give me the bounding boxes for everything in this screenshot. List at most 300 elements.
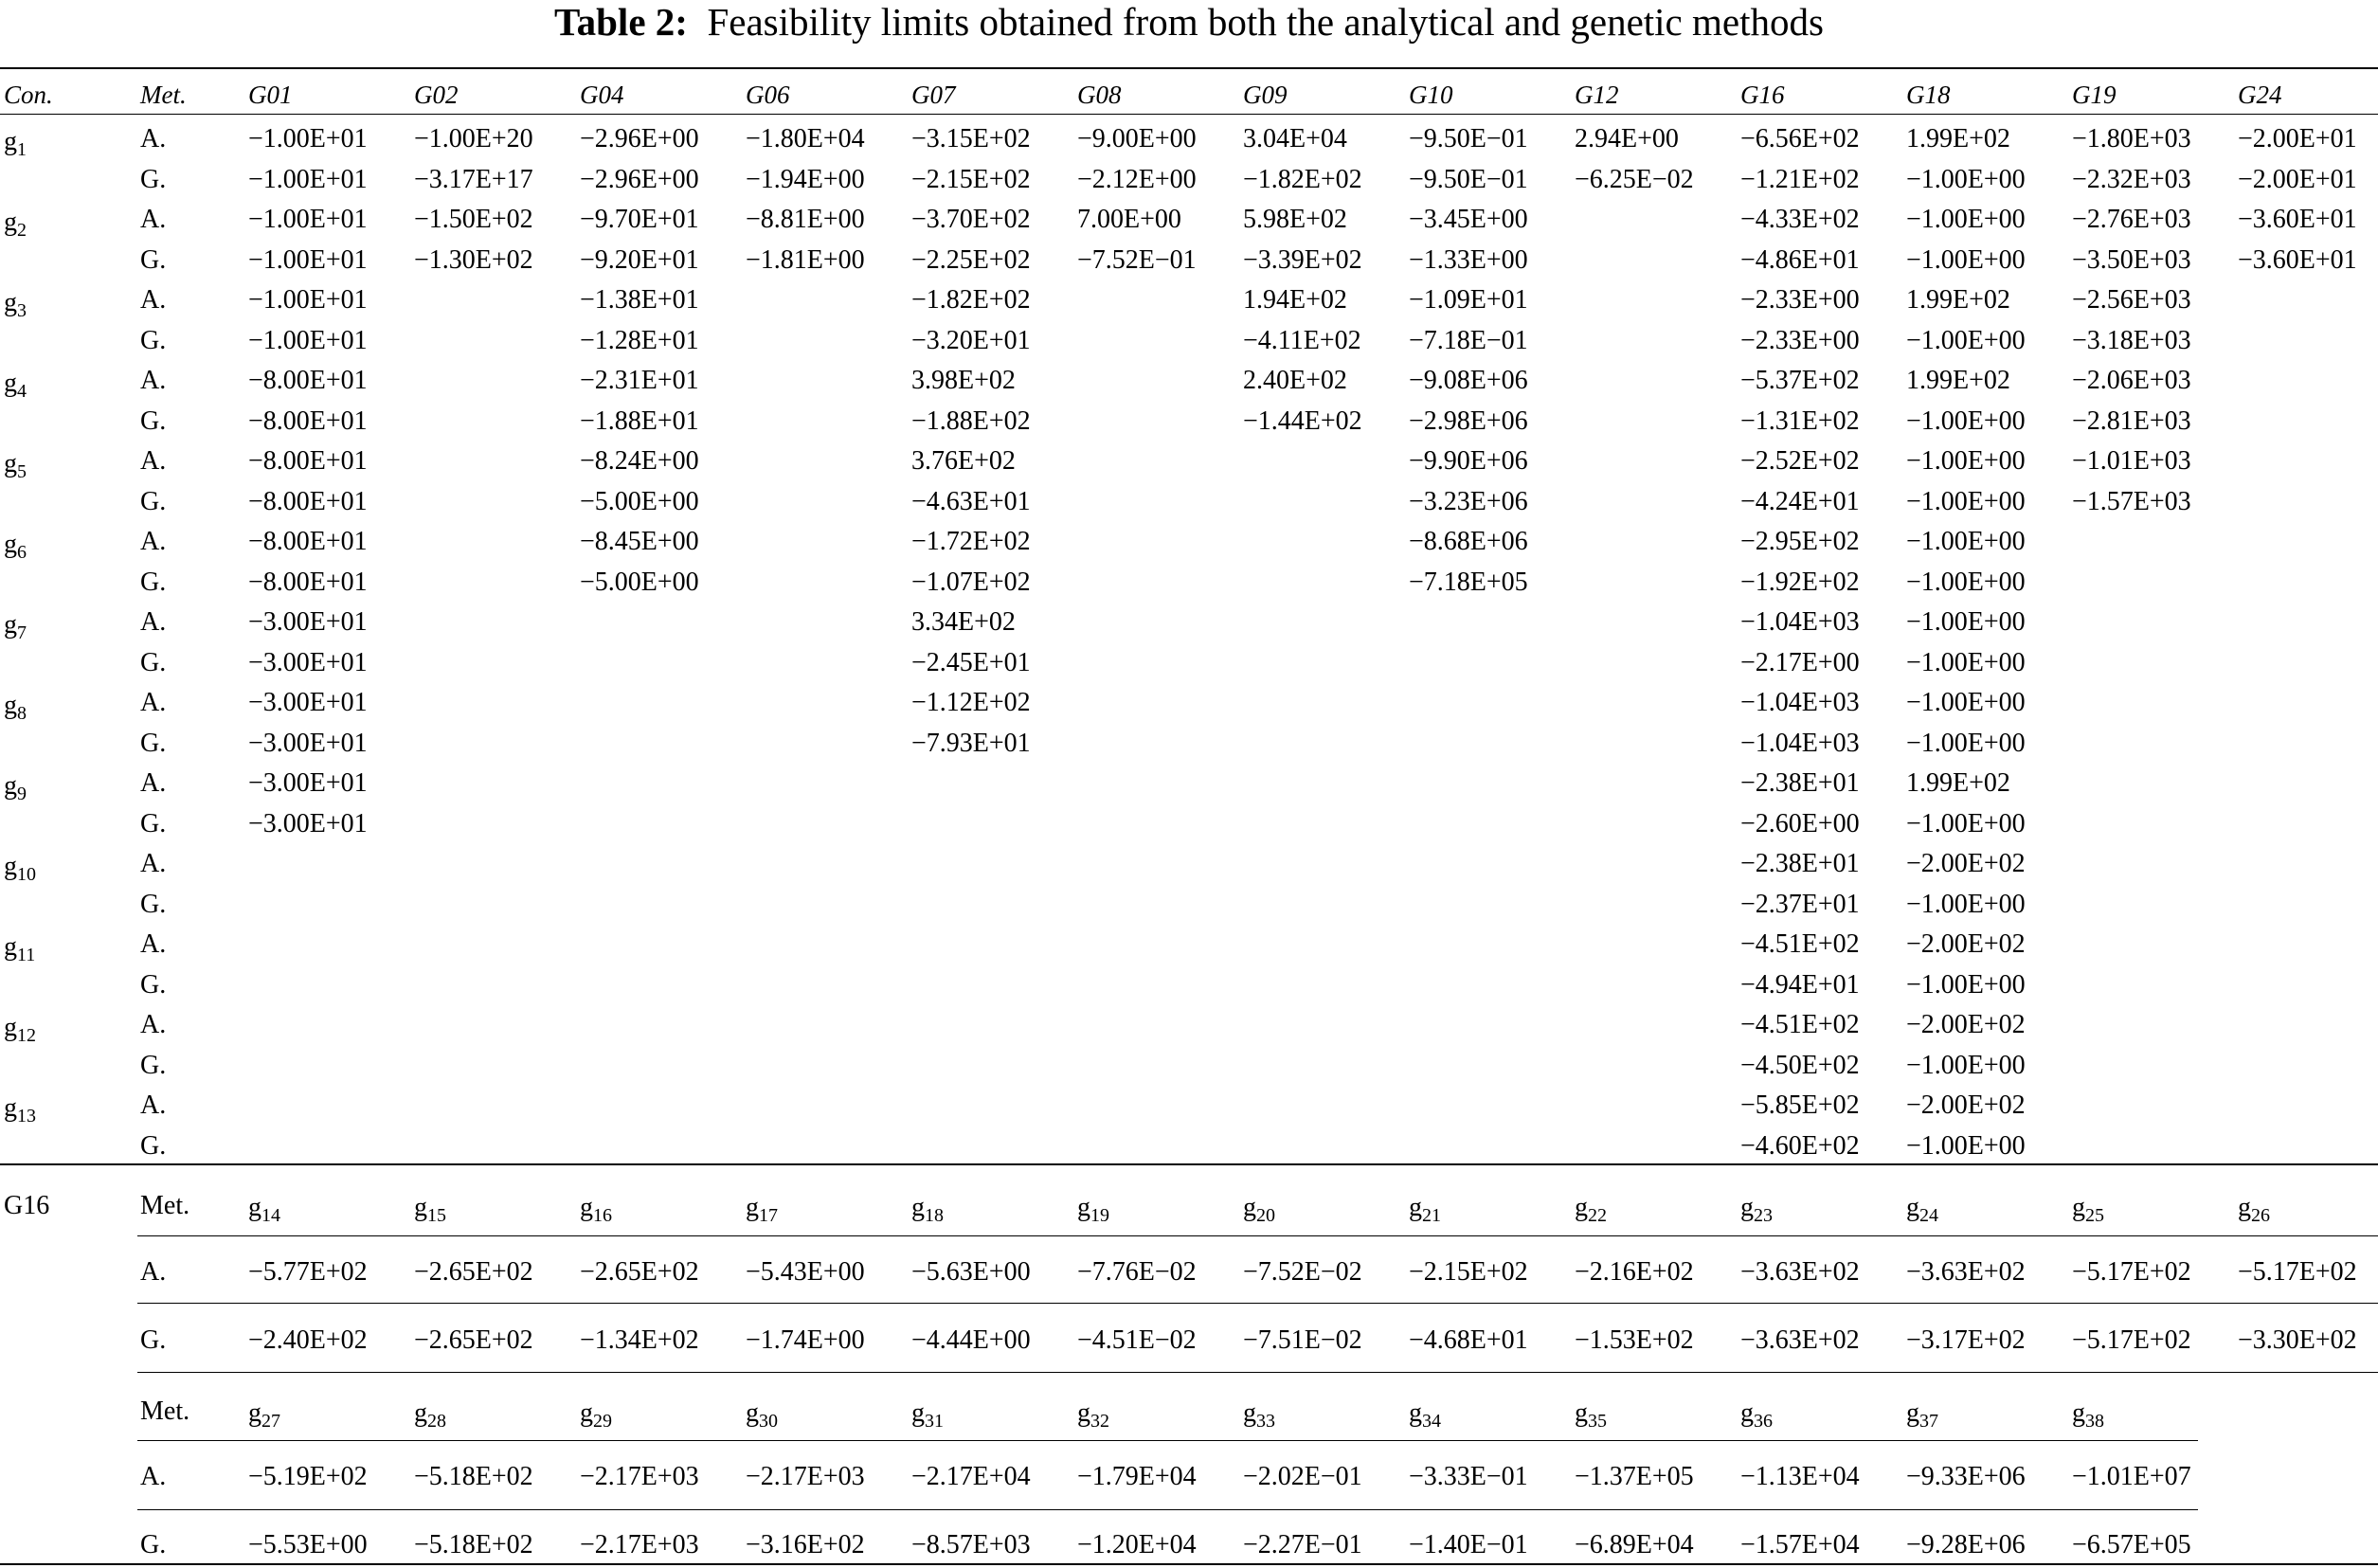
label-base: g — [1575, 1193, 1588, 1222]
constraint-subscript: 10 — [17, 864, 36, 885]
value-cell: −1.33E+00 — [1409, 244, 1528, 275]
value-cell: −1.01E+03 — [2072, 446, 2191, 476]
value-cell: −2.96E+00 — [580, 164, 699, 194]
value-cell: −2.33E+00 — [1740, 285, 1860, 315]
value-cell: −3.00E+01 — [248, 728, 368, 758]
value-cell: −6.57E+05 — [2072, 1530, 2191, 1559]
column-header-g19: G19 — [2072, 81, 2117, 109]
constraint-base: g — [4, 288, 17, 317]
constraint-label — [4, 525, 27, 572]
value-cell: −1.92E+02 — [1740, 567, 1860, 597]
value-cell: −4.68E+01 — [1409, 1325, 1528, 1355]
value-cell: −2.45E+01 — [911, 647, 1031, 677]
value-cell: −2.17E+03 — [580, 1530, 699, 1559]
value-cell: −1.57E+04 — [1740, 1530, 1860, 1559]
label-subscript: 18 — [925, 1205, 944, 1226]
constraint-label — [4, 444, 27, 492]
label-base: g — [911, 1398, 925, 1428]
constraint-subscript: 3 — [17, 300, 27, 321]
value-cell: −1.13E+04 — [1740, 1462, 1860, 1491]
value-cell: −1.53E+02 — [1575, 1325, 1694, 1355]
value-cell: −1.00E+00 — [1906, 688, 2026, 717]
value-cell: −1.00E+00 — [1906, 446, 2026, 476]
label-subscript: 32 — [1090, 1411, 1109, 1432]
value-cell: −1.81E+00 — [746, 244, 865, 275]
column-header-g09: G09 — [1243, 81, 1288, 109]
value-cell: −1.34E+02 — [580, 1325, 699, 1355]
label-base: g — [1243, 1193, 1256, 1222]
constraint-label — [4, 203, 27, 250]
value-cell: 1.99E+02 — [1906, 366, 2010, 395]
value-cell: −3.15E+02 — [911, 124, 1031, 153]
value-cell: −7.18E+05 — [1409, 567, 1528, 597]
value-cell: −1.82E+02 — [911, 285, 1031, 315]
constraint-header — [1740, 1188, 1773, 1235]
value-cell: −8.45E+00 — [580, 527, 699, 556]
value-cell: −5.00E+00 — [580, 486, 699, 516]
constraint-header — [248, 1188, 280, 1235]
column-header-g02: G02 — [414, 81, 459, 109]
method-label: G. — [140, 808, 167, 838]
value-cell: −6.89E+04 — [1575, 1530, 1694, 1559]
header-rule — [0, 114, 2378, 115]
method-label: A. — [140, 849, 167, 878]
method-label: A. — [140, 929, 167, 959]
value-cell: −2.60E+00 — [1740, 808, 1860, 838]
value-cell: 2.94E+00 — [1575, 124, 1679, 153]
method-label: A. — [140, 688, 167, 717]
value-cell: −2.15E+02 — [911, 164, 1031, 194]
value-cell: −4.94E+01 — [1740, 969, 1860, 1000]
value-cell: −2.76E+03 — [2072, 205, 2191, 234]
value-cell: −2.98E+06 — [1409, 406, 1528, 436]
value-cell: −8.68E+06 — [1409, 527, 1528, 556]
constraint-header — [1243, 1394, 1275, 1441]
value-cell: −1.37E+05 — [1575, 1462, 1694, 1491]
value-cell: −4.51E+02 — [1740, 929, 1860, 959]
value-cell: −2.17E+03 — [746, 1462, 865, 1491]
value-cell: −3.60E+01 — [2238, 205, 2357, 234]
method-label: G. — [140, 406, 167, 436]
method-label: A. — [140, 446, 167, 476]
label-base: g — [580, 1398, 593, 1428]
value-cell: −5.18E+02 — [414, 1530, 533, 1559]
constraint-base: g — [4, 1093, 17, 1123]
value-cell: −2.12E+00 — [1077, 164, 1197, 194]
label-subscript: 29 — [593, 1411, 612, 1432]
value-cell: −2.31E+01 — [580, 366, 699, 395]
value-cell: −3.17E+17 — [414, 164, 533, 194]
column-header-g06: G06 — [746, 81, 790, 109]
value-cell: −8.00E+01 — [248, 366, 368, 395]
value-cell: −5.17E+02 — [2072, 1257, 2191, 1287]
value-cell: −2.38E+01 — [1740, 768, 1860, 798]
value-cell: −2.00E+01 — [2238, 164, 2357, 194]
label-subscript: 37 — [1919, 1411, 1938, 1432]
value-cell: −3.00E+01 — [248, 607, 368, 637]
constraint-subscript: 9 — [17, 784, 27, 804]
value-cell: −2.06E+03 — [2072, 366, 2191, 395]
value-cell: −2.96E+00 — [580, 124, 699, 153]
constraint-subscript: 13 — [17, 1106, 36, 1126]
value-cell: −2.32E+03 — [2072, 164, 2191, 194]
value-cell: −2.17E+00 — [1740, 647, 1860, 677]
value-cell: −1.00E+00 — [1906, 567, 2026, 597]
value-cell: −4.11E+02 — [1243, 325, 1361, 355]
constraint-header — [1906, 1188, 1938, 1235]
constraint-header — [580, 1394, 612, 1441]
column-header-g01: G01 — [248, 81, 293, 109]
value-cell: −1.09E+01 — [1409, 285, 1528, 315]
constraint-header — [1409, 1188, 1441, 1235]
label-base: g — [1409, 1398, 1422, 1428]
value-cell: 7.00E+00 — [1077, 205, 1181, 234]
constraint-header — [580, 1188, 612, 1235]
value-cell: −2.37E+01 — [1740, 889, 1860, 919]
constraint-label — [4, 122, 27, 170]
value-cell: −5.17E+02 — [2072, 1325, 2191, 1355]
value-cell: −9.08E+06 — [1409, 366, 1528, 395]
value-cell: −2.27E−01 — [1243, 1530, 1362, 1559]
label-base: g — [1077, 1398, 1090, 1428]
column-header-g04: G04 — [580, 81, 624, 109]
value-cell: −9.70E+01 — [580, 205, 699, 234]
value-cell: −1.00E+00 — [1906, 647, 2026, 677]
value-cell: −2.00E+02 — [1906, 929, 2026, 959]
value-cell: −2.40E+02 — [248, 1325, 368, 1355]
value-cell: 1.99E+02 — [1906, 285, 2010, 315]
met-header: Met. — [140, 81, 187, 109]
block1-row-rule — [137, 1303, 2378, 1304]
label-subscript: 36 — [1754, 1411, 1773, 1432]
label-subscript: 15 — [427, 1205, 446, 1226]
value-cell: −8.00E+01 — [248, 527, 368, 556]
value-cell: −1.80E+03 — [2072, 124, 2191, 153]
value-cell: −1.04E+03 — [1740, 688, 1860, 717]
value-cell: 5.98E+02 — [1243, 205, 1347, 234]
value-cell: −4.50E+02 — [1740, 1050, 1860, 1080]
constraint-header — [1243, 1188, 1275, 1235]
value-cell: 1.94E+02 — [1243, 285, 1347, 315]
value-cell: −1.74E+00 — [746, 1325, 865, 1355]
method-label: G. — [140, 244, 167, 275]
constraint-header — [1575, 1188, 1607, 1235]
value-cell: −8.81E+00 — [746, 205, 865, 234]
label-base: g — [2072, 1193, 2085, 1222]
value-cell: −1.00E+00 — [1906, 527, 2026, 556]
constraint-base: g — [4, 610, 17, 640]
value-cell: −7.51E−02 — [1243, 1325, 1362, 1355]
column-header-g07: G07 — [911, 81, 956, 109]
column-header-g24: G24 — [2238, 81, 2282, 109]
column-header-g12: G12 — [1575, 81, 1619, 109]
value-cell: −4.51E−02 — [1077, 1325, 1197, 1355]
constraint-base: g — [4, 771, 17, 801]
constraint-header — [911, 1394, 944, 1441]
value-cell: −8.00E+01 — [248, 446, 368, 476]
constraint-base: g — [4, 207, 17, 237]
value-cell: −3.18E+03 — [2072, 325, 2191, 355]
value-cell: −3.39E+02 — [1243, 244, 1362, 275]
constraint-subscript: 2 — [17, 220, 27, 241]
method-label: A. — [140, 527, 167, 556]
met-header: Met. — [140, 1191, 190, 1220]
value-cell: −1.00E+00 — [1906, 486, 2026, 516]
value-cell: −1.31E+02 — [1740, 406, 1860, 436]
value-cell: 1.99E+02 — [1906, 768, 2010, 798]
constraint-header — [746, 1188, 778, 1235]
constraint-base: g — [4, 1013, 17, 1042]
constraint-base: g — [4, 691, 17, 720]
value-cell: −1.00E+00 — [1906, 244, 2026, 275]
label-base: g — [746, 1398, 759, 1428]
value-cell: −3.63E+02 — [1740, 1257, 1860, 1287]
table-caption — [0, 0, 2378, 47]
value-cell: −2.02E−01 — [1243, 1462, 1362, 1491]
value-cell: −5.18E+02 — [414, 1462, 533, 1491]
constraint-subscript: 12 — [17, 1025, 36, 1046]
label-subscript: 16 — [593, 1205, 612, 1226]
value-cell: −1.00E+20 — [414, 124, 533, 153]
label-subscript: 23 — [1754, 1205, 1773, 1226]
label-subscript: 35 — [1588, 1411, 1607, 1432]
method-label: G. — [140, 1130, 167, 1161]
label-base: g — [580, 1193, 593, 1222]
value-cell: −3.00E+01 — [248, 808, 368, 838]
constraint-label — [4, 364, 27, 411]
label-base: g — [2072, 1398, 2085, 1428]
value-cell: −9.50E−01 — [1409, 124, 1528, 153]
constraint-label — [4, 766, 27, 814]
method-label: G. — [140, 567, 167, 597]
value-cell: −1.82E+02 — [1243, 164, 1362, 194]
value-cell: −4.24E+01 — [1740, 486, 1860, 516]
label-base: g — [1740, 1398, 1754, 1428]
bottom-rule — [0, 1563, 2378, 1565]
constraint-base: g — [4, 369, 17, 398]
value-cell: −1.00E+00 — [1906, 969, 2026, 1000]
column-header-g08: G08 — [1077, 81, 1122, 109]
column-header-g18: G18 — [1906, 81, 1951, 109]
method-label: A. — [140, 1257, 167, 1287]
value-cell: −1.20E+04 — [1077, 1530, 1197, 1559]
lower-section-label: G16 — [4, 1191, 50, 1220]
value-cell: −1.00E+01 — [248, 124, 368, 153]
value-cell: −4.86E+01 — [1740, 244, 1860, 275]
value-cell: −2.17E+04 — [911, 1462, 1031, 1491]
method-label: A. — [140, 607, 167, 637]
value-cell: −4.60E+02 — [1740, 1130, 1860, 1161]
con-header: Con. — [4, 81, 53, 109]
method-label: G. — [140, 728, 167, 758]
value-cell: −3.16E+02 — [746, 1530, 865, 1559]
value-cell: −2.65E+02 — [580, 1257, 699, 1287]
constraint-header — [248, 1394, 280, 1441]
value-cell: 1.99E+02 — [1906, 124, 2010, 153]
label-base: g — [911, 1193, 925, 1222]
method-label: G. — [140, 1325, 167, 1355]
constraint-base: g — [4, 530, 17, 559]
constraint-header — [1906, 1394, 1938, 1441]
value-cell: −1.21E+02 — [1740, 164, 1860, 194]
value-cell: −6.25E−02 — [1575, 164, 1694, 194]
value-cell: −2.65E+02 — [414, 1325, 533, 1355]
value-cell: −3.00E+01 — [248, 688, 368, 717]
label-subscript: 26 — [2251, 1205, 2270, 1226]
label-base: g — [1077, 1193, 1090, 1222]
value-cell: −1.38E+01 — [580, 285, 699, 315]
method-label: G. — [140, 1050, 167, 1080]
value-cell: −2.00E+02 — [1906, 1090, 2026, 1120]
value-cell: −1.00E+01 — [248, 244, 368, 275]
label-subscript: 38 — [2085, 1411, 2104, 1432]
value-cell: −2.56E+03 — [2072, 285, 2191, 315]
constraint-subscript: 11 — [17, 945, 36, 965]
value-cell: −1.88E+02 — [911, 406, 1031, 436]
value-cell: −2.15E+02 — [1409, 1257, 1528, 1287]
value-cell: −7.52E−01 — [1077, 244, 1197, 275]
value-cell: −8.00E+01 — [248, 486, 368, 516]
value-cell: 3.98E+02 — [911, 366, 1016, 395]
constraint-label — [4, 283, 27, 331]
caption-text: Feasibility limits obtained from both the analytical and genetic methods — [707, 0, 1824, 44]
label-base: g — [1906, 1398, 1919, 1428]
constraint-header — [1077, 1394, 1109, 1441]
block1-header-rule — [137, 1235, 2378, 1236]
value-cell: −1.72E+02 — [911, 527, 1031, 556]
value-cell: −2.81E+03 — [2072, 406, 2191, 436]
label-subscript: 30 — [759, 1411, 778, 1432]
value-cell: −5.17E+02 — [2238, 1257, 2357, 1287]
value-cell: −3.23E+06 — [1409, 486, 1528, 516]
value-cell: −5.63E+00 — [911, 1257, 1031, 1287]
label-base: g — [1906, 1193, 1919, 1222]
constraint-base: g — [4, 852, 17, 881]
constraint-subscript: 1 — [17, 139, 27, 160]
constraint-header — [1409, 1394, 1441, 1441]
value-cell: −1.80E+04 — [746, 124, 865, 153]
value-cell: −5.37E+02 — [1740, 366, 1860, 395]
constraint-header — [1077, 1188, 1109, 1235]
value-cell: −9.28E+06 — [1906, 1530, 2026, 1559]
value-cell: −9.50E−01 — [1409, 164, 1528, 194]
value-cell: −1.44E+02 — [1243, 406, 1362, 436]
constraint-header — [2238, 1188, 2270, 1235]
met-header: Met. — [140, 1397, 190, 1426]
constraint-subscript: 5 — [17, 461, 27, 482]
value-cell: −1.12E+02 — [911, 688, 1031, 717]
value-cell: −3.50E+03 — [2072, 244, 2191, 275]
value-cell: −1.50E+02 — [414, 205, 533, 234]
value-cell: −2.16E+02 — [1575, 1257, 1694, 1287]
value-cell: −3.45E+00 — [1409, 205, 1528, 234]
constraint-label — [4, 686, 27, 733]
value-cell: −3.70E+02 — [911, 205, 1031, 234]
value-cell: −1.00E+01 — [248, 164, 368, 194]
method-label: G. — [140, 1530, 167, 1559]
value-cell: −3.30E+02 — [2238, 1325, 2357, 1355]
label-subscript: 17 — [759, 1205, 778, 1226]
method-label: A. — [140, 285, 167, 315]
constraint-header — [414, 1394, 446, 1441]
column-header-g16: G16 — [1740, 81, 1785, 109]
caption-label: Table 2: — [554, 0, 688, 44]
value-cell: −9.20E+01 — [580, 244, 699, 275]
constraint-header — [1575, 1394, 1607, 1441]
constraint-base: g — [4, 127, 17, 156]
value-cell: −8.24E+00 — [580, 446, 699, 476]
label-base: g — [2238, 1193, 2251, 1222]
label-base: g — [1575, 1398, 1588, 1428]
value-cell: −1.00E+01 — [248, 285, 368, 315]
method-label: A. — [140, 1010, 167, 1039]
label-subscript: 31 — [925, 1411, 944, 1432]
method-label: G. — [140, 486, 167, 516]
section-rule — [0, 1163, 2378, 1165]
label-base: g — [1409, 1193, 1422, 1222]
constraint-label — [4, 1089, 36, 1136]
value-cell: −8.00E+01 — [248, 406, 368, 436]
value-cell: −1.00E+01 — [248, 325, 368, 355]
value-cell: −3.63E+02 — [1740, 1325, 1860, 1355]
value-cell: −2.33E+00 — [1740, 325, 1860, 355]
method-label: G. — [140, 889, 167, 919]
method-label: G. — [140, 647, 167, 677]
label-subscript: 34 — [1422, 1411, 1441, 1432]
value-cell: −2.25E+02 — [911, 244, 1031, 275]
value-cell: 3.34E+02 — [911, 607, 1016, 637]
constraint-base: g — [4, 449, 17, 478]
value-cell: −5.77E+02 — [248, 1257, 368, 1287]
value-cell: −1.00E+00 — [1906, 205, 2026, 234]
value-cell: −6.56E+02 — [1740, 124, 1860, 153]
value-cell: −5.19E+02 — [248, 1462, 368, 1491]
value-cell: −2.00E+02 — [1906, 849, 2026, 878]
label-subscript: 19 — [1090, 1205, 1109, 1226]
value-cell: 2.40E+02 — [1243, 366, 1347, 395]
method-label: G. — [140, 325, 167, 355]
value-cell: 3.04E+04 — [1243, 124, 1347, 153]
method-label: A. — [140, 1462, 167, 1491]
label-base: g — [248, 1193, 261, 1222]
value-cell: −4.33E+02 — [1740, 205, 1860, 234]
value-cell: −2.00E+02 — [1906, 1010, 2026, 1039]
value-cell: −3.33E−01 — [1409, 1462, 1528, 1491]
value-cell: −1.79E+04 — [1077, 1462, 1197, 1491]
column-header-g10: G10 — [1409, 81, 1453, 109]
label-subscript: 20 — [1256, 1205, 1275, 1226]
value-cell: −1.57E+03 — [2072, 486, 2191, 516]
label-base: g — [746, 1193, 759, 1222]
constraint-label — [4, 1008, 36, 1055]
method-label: G. — [140, 969, 167, 1000]
value-cell: −1.01E+07 — [2072, 1462, 2191, 1491]
method-label: A. — [140, 768, 167, 798]
constraint-base: g — [4, 932, 17, 962]
value-cell: −1.88E+01 — [580, 406, 699, 436]
block2-header-rule — [137, 1440, 2198, 1441]
constraint-header — [1740, 1394, 1773, 1441]
constraint-subscript: 7 — [17, 622, 27, 643]
value-cell: 3.76E+02 — [911, 446, 1016, 476]
value-cell: −1.07E+02 — [911, 567, 1031, 597]
value-cell: −1.00E+00 — [1906, 406, 2026, 436]
method-label: G. — [140, 164, 167, 194]
label-base: g — [1243, 1398, 1256, 1428]
value-cell: −1.00E+00 — [1906, 728, 2026, 758]
value-cell: −4.51E+02 — [1740, 1010, 1860, 1039]
label-subscript: 24 — [1919, 1205, 1938, 1226]
